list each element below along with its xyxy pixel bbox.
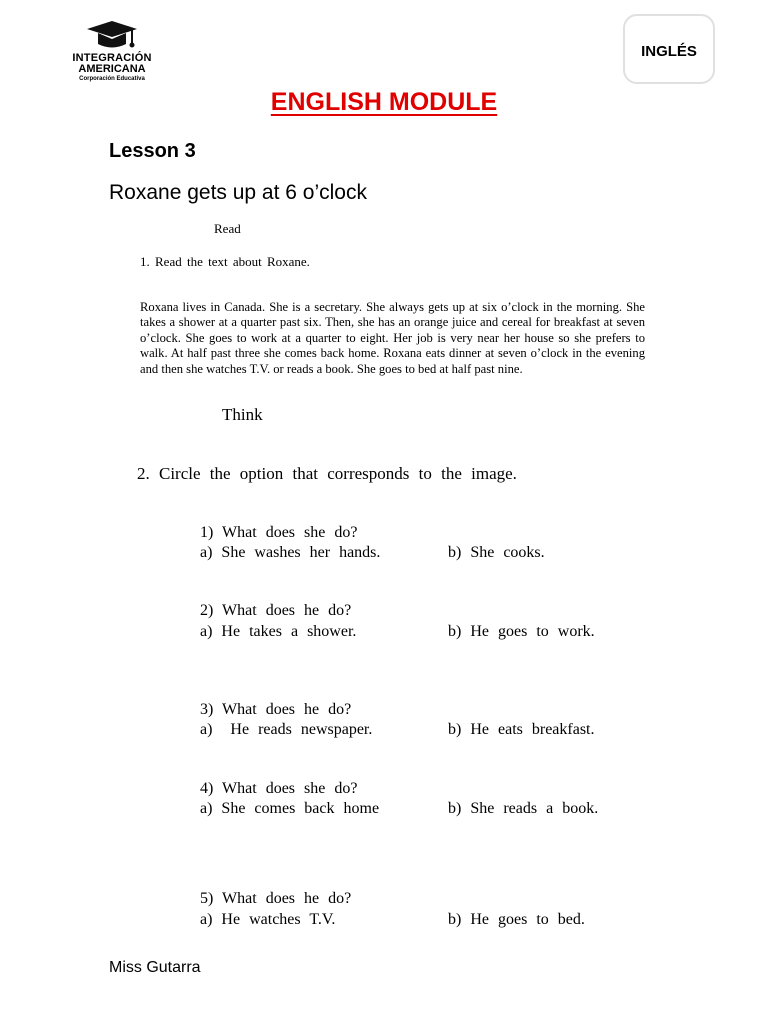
lesson-subtitle: Roxane gets up at 6 o’clock [109,181,367,204]
subject-label: INGLÉS [641,43,697,60]
question-1-option-a[interactable]: a) She washes her hands. [200,544,381,561]
question-2-option-b[interactable]: b) He goes to work. [448,623,595,640]
logo-line-2: AMERICANA [78,63,146,75]
school-logo [62,20,162,90]
lesson-heading: Lesson 3 [109,140,196,162]
reading-paragraph: Roxana lives in Canada. She is a secretary. She always gets up at six o’clock in the morning. She takes a shower at a quarter past six. Then, she has an orange juice and cereal for breakfast at seven o’clock. She goes to work at a quarter to eight. Her job is very near her house so she prefers to walk. At half past three she comes back home. Roxana eats dinner at seven o’clock in the evening and then she watches T.V. or reads a book. She goes to bed at half past nine. [140,300,645,376]
question-5-option-a[interactable]: a) He watches T.V. [200,911,336,928]
think-heading: Think [222,405,263,424]
question-4-option-b[interactable]: b) She reads a book. [448,800,599,817]
question-2-option-a[interactable]: a) He takes a shower. [200,623,357,640]
question-4-option-a[interactable]: a) She comes back home [200,800,380,817]
question-1-option-b[interactable]: b) She cooks. [448,544,545,561]
page-title: ENGLISH MODULE [270,88,498,116]
read-heading: Read [214,221,241,236]
question-3: 3) What does he do? [200,701,352,718]
instruction-2: 2. Circle the option that corresponds to the image. [137,464,517,483]
logo-line-1: INTEGRACIÓN [72,52,152,64]
page-title-wrap [0,88,768,117]
question-3-option-b[interactable]: b) He eats breakfast. [448,721,595,738]
question-5: 5) What does he do? [200,890,352,907]
question-2: 2) What does he do? [200,602,352,619]
question-1: 1) What does she do? [200,524,358,541]
question-5-option-b[interactable]: b) He goes to bed. [448,911,585,928]
graduation-cap-icon [86,20,138,52]
question-4: 4) What does she do? [200,780,358,797]
logo-line-3: Corporación Educativa [79,76,145,82]
subject-badge [623,14,715,84]
instruction-1: 1. Read the text about Roxane. [140,254,310,269]
teacher-name: Miss Gutarra [109,959,201,976]
question-3-option-a[interactable]: a) He reads newspaper. [200,721,373,738]
